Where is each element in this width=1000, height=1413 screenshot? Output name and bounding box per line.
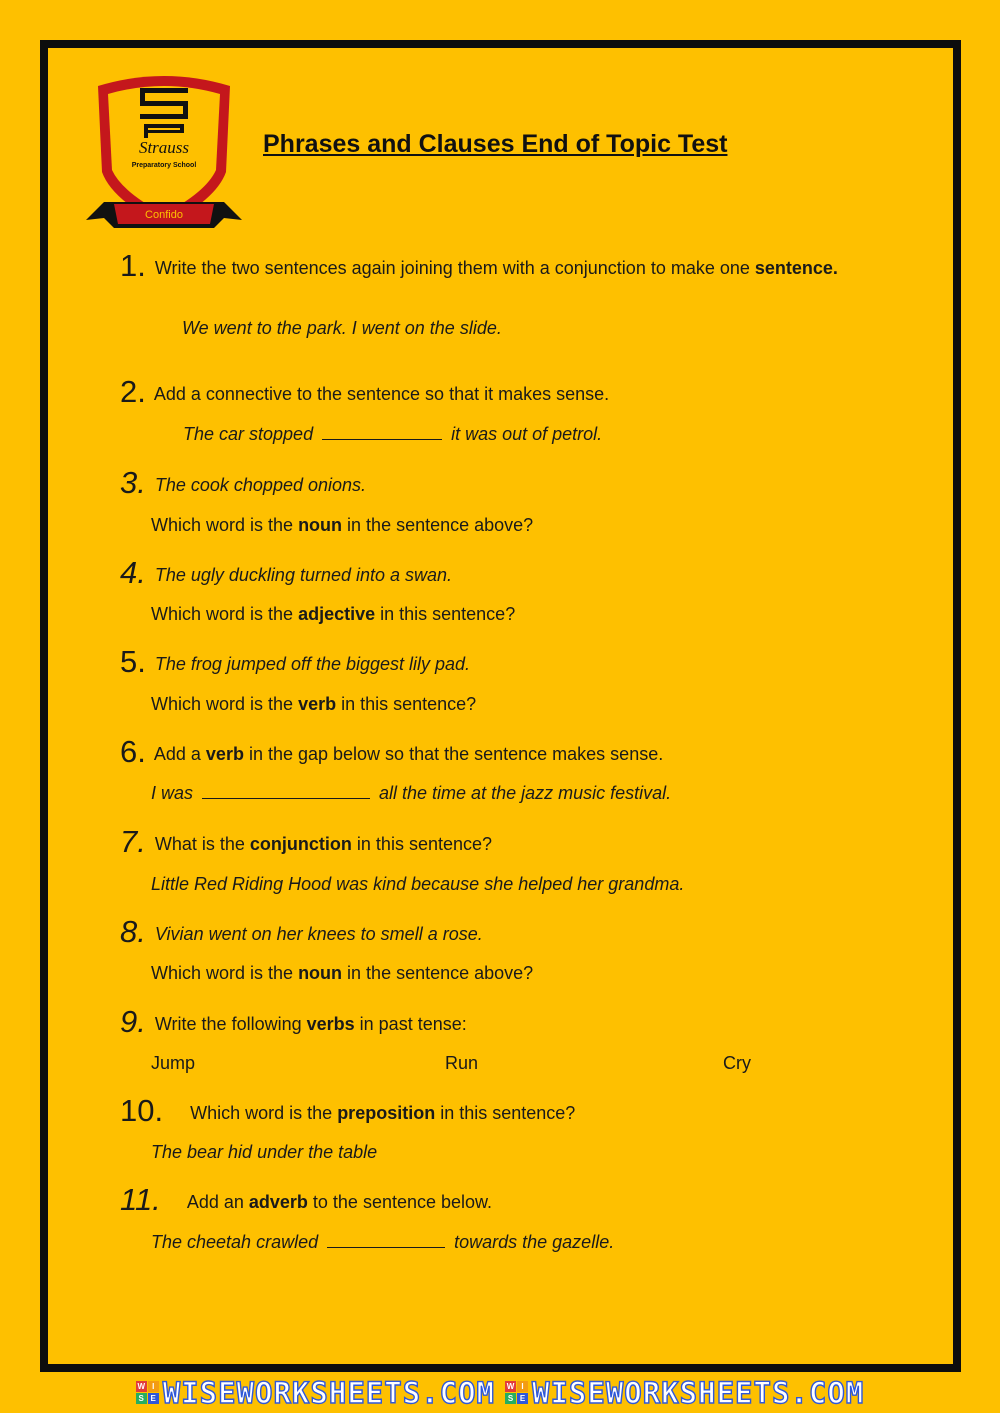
question-9: 9. Write the following verbs in past tense: <box>120 1004 467 1039</box>
verb-word-cry: Cry <box>723 1053 751 1073</box>
question-number: 1. <box>120 248 146 283</box>
question-7: 7. What is the conjunction in this sentence? <box>120 824 493 859</box>
question-11-example: The cheetah crawled towards the gazelle. <box>151 1232 615 1252</box>
question-number: 10. <box>120 1093 164 1128</box>
question-1: 1. Write the two sentences again joining them with a conjunction to make one sentence. <box>120 248 838 283</box>
question-number: 2. <box>120 374 146 409</box>
watermark-text: WISEWORKSHEETS.COM <box>162 1375 495 1410</box>
crest-script-name: Strauss <box>138 138 190 157</box>
question-10-example: The bear hid under the table <box>151 1142 378 1162</box>
verb-word-run: Run <box>445 1053 479 1073</box>
watermark-badge-icon: W I S E <box>136 1381 159 1404</box>
answer-blank[interactable] <box>327 1233 445 1248</box>
question-8-ask: Which word is the noun in the sentence above? <box>151 963 534 983</box>
question-8: 8. Vivian went on her knees to smell a rose. <box>120 914 483 949</box>
question-11: 11. Add an adverb to the sentence below. <box>120 1182 493 1217</box>
question-4-ask: Which word is the adjective in this sentence? <box>151 604 516 624</box>
question-10: 10. Which word is the preposition in this sentence? <box>120 1093 576 1128</box>
worksheet-frame <box>40 40 961 1372</box>
question-2: 2. Add a connective to the sentence so that it makes sense. <box>120 374 610 409</box>
answer-blank[interactable] <box>322 425 442 440</box>
watermark-footer <box>0 1372 1000 1413</box>
question-6: 6. Add a verb in the gap below so that the sentence makes sense. <box>120 734 664 769</box>
question-4: 4. The ugly duckling turned into a swan. <box>120 555 453 590</box>
question-number: 4. <box>120 555 146 590</box>
crest-motto: Confido <box>145 209 183 221</box>
question-5: 5. The frog jumped off the biggest lily pad. <box>120 644 471 679</box>
question-1-example: We went to the park. I went on the slide. <box>182 318 502 338</box>
watermark-unit <box>505 1376 864 1410</box>
school-crest-logo <box>84 72 244 237</box>
question-3: 3. The cook chopped onions. <box>120 465 367 500</box>
question-number: 7. <box>120 824 146 859</box>
watermark-unit <box>136 1376 495 1410</box>
question-number: 11. <box>120 1182 161 1217</box>
answer-blank[interactable] <box>202 784 370 799</box>
question-number: 9. <box>120 1004 146 1039</box>
question-5-ask: Which word is the verb in this sentence? <box>151 694 477 714</box>
question-3-ask: Which word is the noun in the sentence above? <box>151 515 534 535</box>
watermark-badge-icon: W I S E <box>505 1381 528 1404</box>
question-number: 8. <box>120 914 146 949</box>
page-title: Phrases and Clauses End of Topic Test <box>263 130 728 158</box>
question-6-example: I was all the time at the jazz music festival. <box>151 783 672 803</box>
question-2-example: The car stopped it was out of petrol. <box>183 424 603 444</box>
question-7-example: Little Red Riding Hood was kind because she helped her grandma. <box>151 874 685 894</box>
question-number: 3. <box>120 465 146 500</box>
crest-school-name: Preparatory School <box>131 162 197 169</box>
question-number: 5. <box>120 644 146 679</box>
question-number: 6. <box>120 734 146 769</box>
verb-word-jump: Jump <box>151 1053 196 1073</box>
watermark-text: WISEWORKSHEETS.COM <box>532 1375 865 1410</box>
